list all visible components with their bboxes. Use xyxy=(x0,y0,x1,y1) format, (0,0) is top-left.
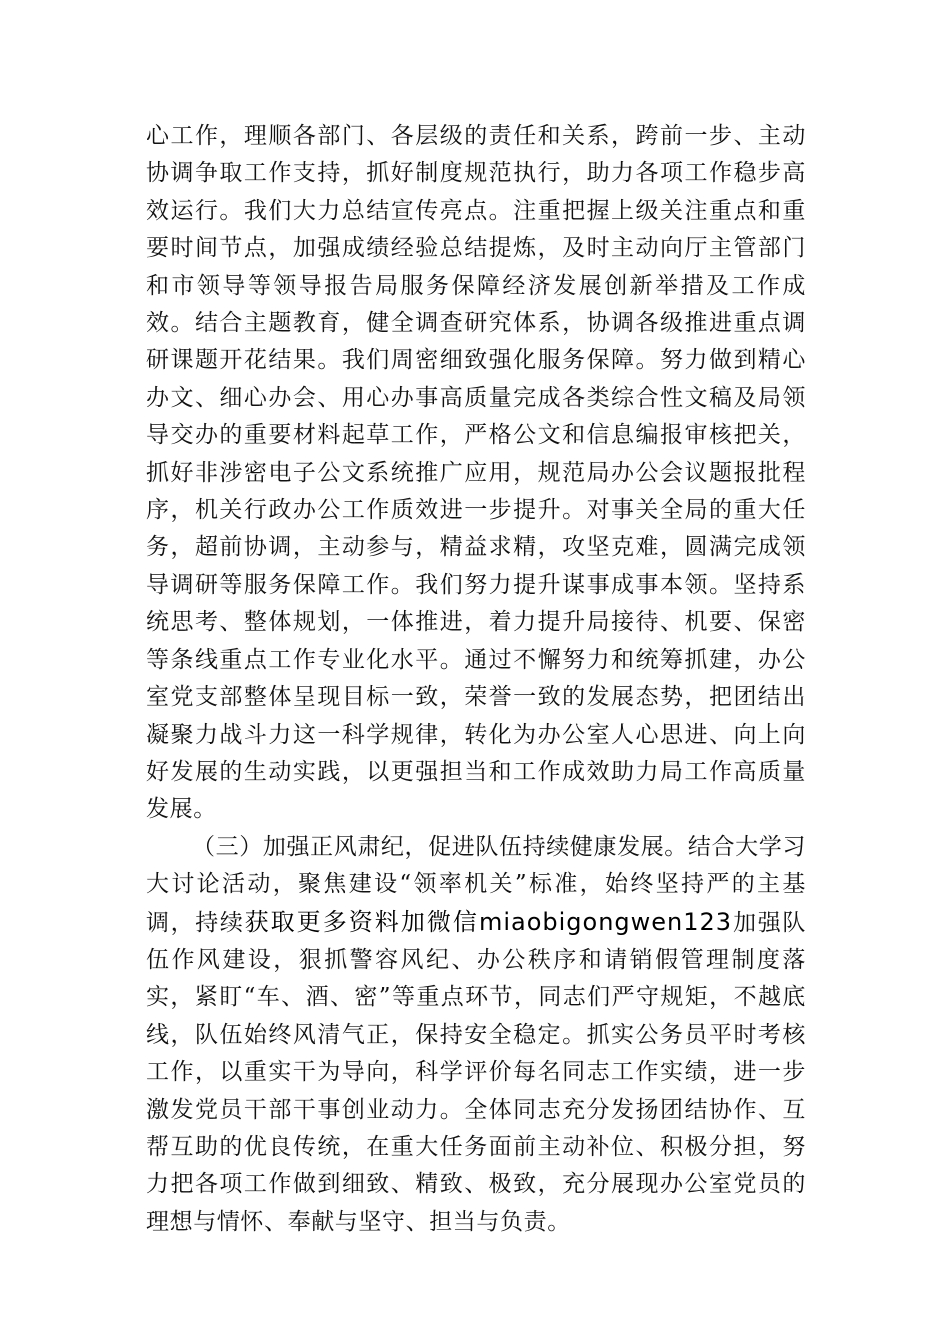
inline-ad-text: 获取更多资料加微信miaobigongwen123 xyxy=(244,907,733,936)
paragraph-text-start: （三）加强正风肃纪，促进队伍持续健康发展。结合大学习大讨论活动，聚焦建设“领率机关”标准，始终坚持严的主基调，持续 xyxy=(146,833,806,936)
document-body xyxy=(146,118,806,1241)
paragraph-continued: 心工作，理顺各部门、各层级的责任和关系，跨前一步、主动协调争取工作支持，抓好制度规范执行，助力各项工作稳步高效运行。我们大力总结宣传亮点。注重把握上级关注重点和重要时间节点，加强成绩经验总结提炼，及时主动向厅主管部门和市领导等领导报告局服务保障经济发展创新举措及工作成效。结合主题教育，健全调查研究体系，协调各级推进重点调研课题开花结果。我们周密细致强化服务保障。努力做到精心办文、细心办会、用心办事高质量完成各类综合性文稿及局领导交办的重要材料起草工作，严格公文和信息编报审核把关，抓好非涉密电子公文系统推广应用，规范局办公会议题报批程序，机关行政办公工作质效进一步提升。对事关全局的重大任务，超前协调，主动参与，精益求精，攻坚克难，圆满完成领导调研等服务保障工作。我们努力提升谋事成事本领。坚持系统思考、整体规划，一体推进，着力提升局接待、机要、保密等条线重点工作专业化水平。通过不懈努力和统筹抓建，办公室党支部整体呈现目标一致，荣誉一致的发展态势，把团结出凝聚力战斗力这一科学规律，转化为办公室人心思进、向上向好发展的生动实践，以更强担当和工作成效助力局工作高质量发展。 xyxy=(146,123,806,823)
paragraph-text-end: 加强队伍作风建设，狠抓警容风纪、办公秩序和请销假管理制度落实，紧盯“车、酒、密”等重点环节，同志们严守规矩，不越底线，队伍始终风清气正，保持安全稳定。抓实公务员平时考核工作，以重实干为导向，科学评价每名同志工作实绩，进一步激发党员干部干事创业动力。全体同志充分发扬团结协作、互帮互助的优良传统，在重大任务面前主动补位、积极分担，努力把各项工作做到细致、精致、极致，充分展现办公室党员的理想与情怀、奉献与坚守、担当与负责。 xyxy=(146,909,807,1235)
paragraph-section-three xyxy=(146,829,806,1241)
